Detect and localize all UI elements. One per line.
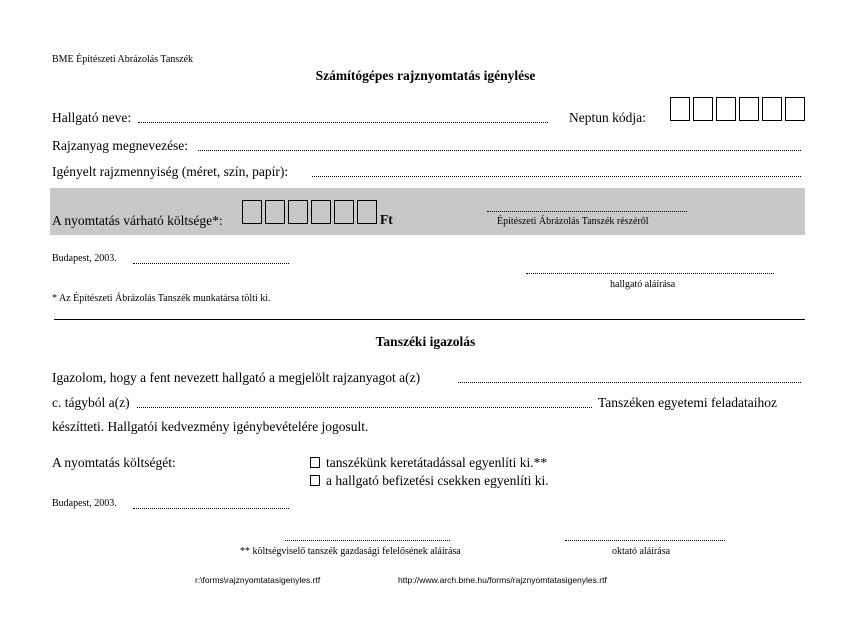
footnote: * Az Építészeti Ábrázolás Tanszék munkatársa tölti ki. bbox=[52, 293, 271, 304]
certification-line-1: Igazolom, hogy a fent nevezett hallgató a megjelölt rajzanyagot a(z) bbox=[52, 370, 421, 385]
payment-option-2-label: a hallgató befizetési csekken egyenlíti ki. bbox=[326, 473, 549, 488]
file-path: r:\forms\rajznyomtatasigenyles.rtf bbox=[195, 575, 321, 585]
cost-box[interactable] bbox=[265, 200, 285, 224]
teacher-signature-label: oktató aláírása bbox=[612, 546, 671, 557]
date-field[interactable] bbox=[133, 263, 289, 264]
cost-box[interactable] bbox=[311, 200, 331, 224]
student-signature-line[interactable] bbox=[526, 273, 774, 274]
date-field-2[interactable] bbox=[133, 508, 289, 509]
date-label: Budapest, 2003. bbox=[52, 253, 117, 264]
payment-option-2[interactable] bbox=[310, 473, 549, 489]
payment-label: A nyomtatás költségét: bbox=[52, 455, 176, 470]
section-divider bbox=[54, 319, 805, 320]
quantity-field[interactable] bbox=[312, 176, 801, 177]
drawing-name-label: Rajzanyag megnevezése: bbox=[52, 138, 189, 153]
finance-signature-label: ** költségviselő tanszék gazdasági felelősének aláírása bbox=[240, 546, 461, 557]
department-part-label: Építészeti Ábrázolás Tanszék részéről bbox=[497, 216, 649, 227]
form-url[interactable]: http://www.arch.bme.hu/forms/rajznyomtatasigenyles.rtf bbox=[398, 575, 607, 585]
student-signature-label: hallgató aláírása bbox=[610, 279, 676, 290]
cost-box[interactable] bbox=[334, 200, 354, 224]
neptun-code-boxes[interactable] bbox=[670, 97, 808, 121]
cost-box[interactable] bbox=[288, 200, 308, 224]
cost-unit: Ft bbox=[380, 212, 393, 227]
neptun-code-label: Neptun kódja: bbox=[569, 110, 646, 125]
student-name-field[interactable] bbox=[138, 122, 548, 123]
neptun-code-box[interactable] bbox=[716, 97, 736, 121]
department-name-field[interactable] bbox=[137, 407, 592, 408]
department-signature-line[interactable] bbox=[487, 211, 687, 212]
teacher-signature-line[interactable] bbox=[565, 540, 725, 541]
cost-label: A nyomtatás várható költsége*: bbox=[52, 213, 223, 228]
department-name: BME Építészeti Abrázolás Tanszék bbox=[52, 54, 194, 65]
finance-signature-line[interactable] bbox=[285, 540, 450, 541]
payment-option-1-label: tanszékünk keretátadással egyenlíti ki.** bbox=[326, 455, 548, 470]
form-title: Számítógépes rajznyomtatás igénylése bbox=[315, 68, 536, 83]
certification-line-2-end: Tanszéken egyetemi feladataihoz bbox=[598, 395, 777, 410]
neptun-code-box[interactable] bbox=[762, 97, 782, 121]
neptun-code-box[interactable] bbox=[739, 97, 759, 121]
cost-box[interactable] bbox=[242, 200, 262, 224]
cost-boxes[interactable] bbox=[242, 200, 377, 224]
certification-line-2-start: c. tágyból a(z) bbox=[52, 395, 130, 410]
student-name-label: Hallgató neve: bbox=[52, 110, 132, 125]
neptun-code-box[interactable] bbox=[693, 97, 713, 121]
neptun-code-box[interactable] bbox=[785, 97, 805, 121]
neptun-code-box[interactable] bbox=[670, 97, 690, 121]
drawing-name-field[interactable] bbox=[198, 150, 801, 151]
cost-box[interactable] bbox=[357, 200, 377, 224]
date-label-2: Budapest, 2003. bbox=[52, 498, 117, 509]
quantity-label: Igényelt rajzmennyiség (méret, szín, papír): bbox=[52, 164, 289, 179]
certification-line-3: készítteti. Hallgatói kedvezmény igénybevételére jogosult. bbox=[52, 419, 369, 434]
section-title: Tanszéki igazolás bbox=[375, 334, 476, 349]
checkbox-icon[interactable] bbox=[310, 457, 320, 468]
payment-option-1[interactable] bbox=[310, 455, 547, 471]
checkbox-icon[interactable] bbox=[310, 475, 320, 486]
subject-field[interactable] bbox=[458, 382, 801, 383]
